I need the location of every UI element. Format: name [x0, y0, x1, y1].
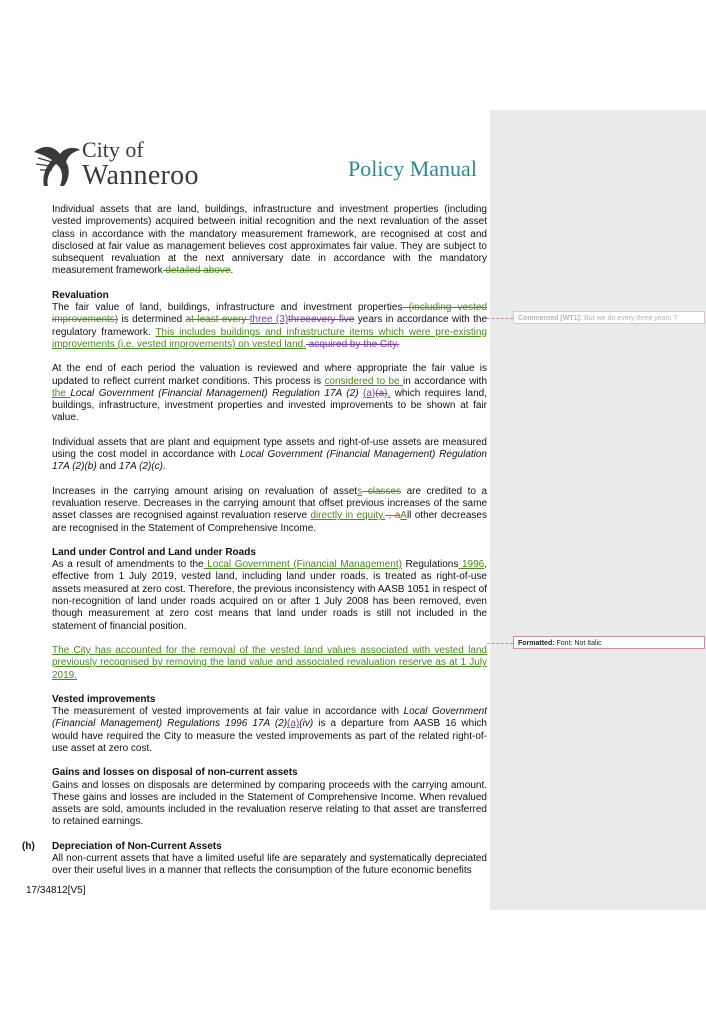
paragraph-increases: Increases in the carrying amount arising on revaluation of assets classes are credited to a revaluation reserve. Decreases in the carrying amount that offset previous increases of the same asset classes are recognised against revaluation reserve directly in equity. , aAll other decreases are recognised in the Statement of Comprehensive Income.	[52, 485, 488, 534]
formatted-text: Font: Not Italic	[554, 640, 602, 647]
paragraph-plant-equipment: Individual assets that are plant and equipment type assets and right-of-use assets are measured using the cost model in accordance with Local Government (Financial Management) Regulation 17A (2)(b) and 17A (2)(c).	[52, 436, 487, 473]
logo-text-wanneroo: Wanneroo	[82, 160, 199, 191]
paragraph-vested-improvements: Vested improvements The measurement of vested improvements at fair value in accordance with Local Government (Financial Management) Regulations 1996 17A (2)(a)(iv) is a departure from AASB 16 which would have required the City to measure the vested improvements as part of the related right-of-use asset at zero cost.	[52, 693, 487, 754]
heading-gains-losses: Gains and losses on disposal of non-current assets	[52, 767, 298, 779]
city-logo-bird-icon	[30, 140, 90, 190]
heading-vested-improvements: Vested improvements	[52, 693, 156, 705]
comments-margin-pane	[490, 110, 706, 910]
paragraph-city-accounted: The City has accounted for the removal of the vested land values associated with vested land previously recognised by removing the land value and associated revaluation reserve as at 1 July 2019.	[52, 644, 487, 681]
formatted-balloon[interactable]	[513, 636, 705, 649]
paragraph-valuation-review: At the end of each period the valuation is reviewed and where appropriate the fair value is updated to reflect current market conditions. This process is considered to be in accordance with the Local Government (Financial Management) Regulation 17A (2) (a)(a), which requires land, buildings, infrastructure, investment properties and invested improvements to be shown at fair value.	[52, 363, 488, 424]
comment-leader-line	[487, 318, 513, 319]
heading-revaluation: Revaluation	[52, 289, 109, 301]
logo-text-city-of: City of	[82, 137, 144, 162]
paragraph-depreciation: (h) Depreciation of Non-Current Assets All non-current assets that have a limited useful life are separately and systematically depreciated over their useful lives in a manner that reflects the consumption of the future economic benefits	[22, 840, 487, 877]
format-leader-line	[487, 643, 513, 644]
paragraph-individual-assets: Individual assets that are land, buildings, infrastructure and investment properties (including vested improvements) acquired between initial recognition and the next revaluation of the asset class in accordance with the mandatory measurement framework, are recognised at cost and disclosed at fair value as management believes cost approximates fair value. They are subject to subsequent revaluation at the next anniversary date in accordance with the mandatory measurement framework detailed above.	[52, 204, 487, 277]
document-reference: 17/34812[V5]	[26, 885, 86, 896]
comment-text: But we do every three years ?	[582, 315, 678, 322]
formatted-label: Formatted:	[518, 640, 555, 647]
document-body	[22, 204, 488, 890]
heading-land-under-control: Land under Control and Land under Roads	[52, 546, 256, 558]
section-marker-h: (h)	[22, 840, 35, 852]
comment-balloon-wt1[interactable]	[513, 311, 705, 324]
paragraph-gains-losses: Gains and losses on disposal of non-current assets Gains and losses on disposals are determined by comparing proceeds with the carrying amount. These gains and losses are included in the Statement of Comprehensive Income. When revalued assets are sold, amounts included in the revaluation reserve relating to that asset are transferred to retained earnings.	[52, 767, 487, 828]
heading-depreciation: Depreciation of Non-Current Assets	[52, 840, 222, 852]
paragraph-revaluation: Revaluation The fair value of land, buildings, infrastructure and investment properties (including vested improvements) is determined at least every three (3)threeevery five years in accordance with the regulatory framework. This includes buildings and infrastructure items which were pre-existing improvements (i.e. vested improvements) on vested land. acquired by the City.	[52, 289, 488, 350]
comment-label: Commented [WT1]:	[518, 315, 583, 322]
policy-manual-title: Policy Manual	[348, 156, 477, 181]
paragraph-land-under-roads: Land under Control and Land under Roads As a result of amendments to the Local Government (Financial Management) Regulations 1996, effective from 1 July 2019, vested land, including land under roads, is treated as right-of-use assets measured at zero cost. Therefore, the previous inconsistency with AASB 1051 in respect of non-recognition of land under roads acquired on or after 1 July 2008 has been removed, even though measurement at zero cost means that land under roads is still not included in the statement of financial position.	[52, 546, 487, 632]
